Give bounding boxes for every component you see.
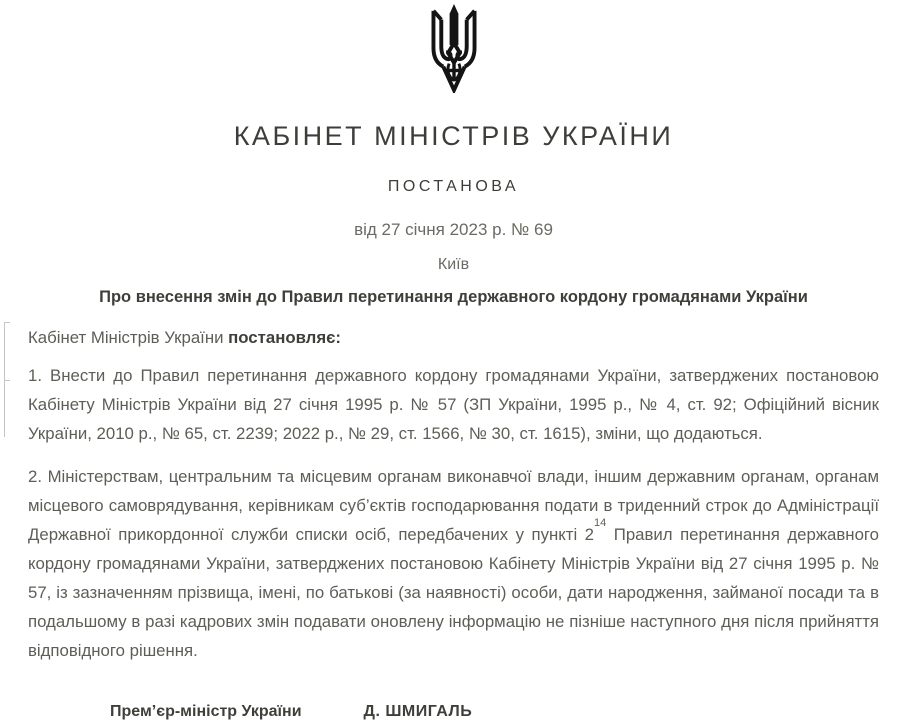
preamble [28,329,879,347]
date-line: від 27 січня 2023 р. № 69 [354,220,553,239]
signer-position: Прем’єр-міністр України [110,703,302,720]
paragraph-2-text: 2. Міністерствам, центральним та місцевим органам виконавчої влади, іншим державним органам, органам місцевого самоврядування, керівникам суб’єктів господарювання подати в триденний строк до Адміністрації Державної прикордонної служби списки осіб, передбачених у пункті 2 [28,467,879,544]
city-line: Київ [437,256,470,273]
paragraph-1: 1. Внести до Правил перетинання державного кордону громадянами України, затверджених постановою Кабінету Міністрів України від 27 січня 1995 р. № 57 (ЗП України, 1995 р., № 4, ст. 92; Офіційний вісник України, 2010 р., № 65, ст. 2239; 2022 р., № 29, ст. 1566, № 30, ст. 1615), зміни, що додаються. [28,366,879,443]
doc-type: ПОСТАНОВА [387,178,520,195]
signer-name: Д. ШМИГАЛЬ [363,703,473,720]
paragraph-2 [28,462,879,665]
paragraph-2-text: Правил перетинання державного кордону громадянами України, затверджених постановою Кабінету Міністрів України від 27 січня 1995 р. № 57, із зазначенням прізвища, імені, по батькові (за наявності) особи, дати народження, займаної посади та в подальшому в разі кадрових змін подавати оновлену інформацію не пізніше наступного дня після прийняття відповідного рішення. [28,525,879,660]
org-name: КАБІНЕТ МІНІСТРІВ УКРАЇНИ [233,121,674,151]
superscript-14: 14 [594,517,607,530]
ukraine-trident-icon [28,0,879,93]
document-title: Про внесення змін до Правил перетинання державного кордону громадянами України [99,288,808,306]
preamble-verb: постановляє: [228,328,341,347]
document-header [28,0,879,306]
left-border-tick [4,322,10,323]
left-border-tick [4,380,10,381]
preamble-text: Кабінет Міністрів України [28,328,229,347]
signature-line [28,697,879,726]
document-body [28,329,879,726]
